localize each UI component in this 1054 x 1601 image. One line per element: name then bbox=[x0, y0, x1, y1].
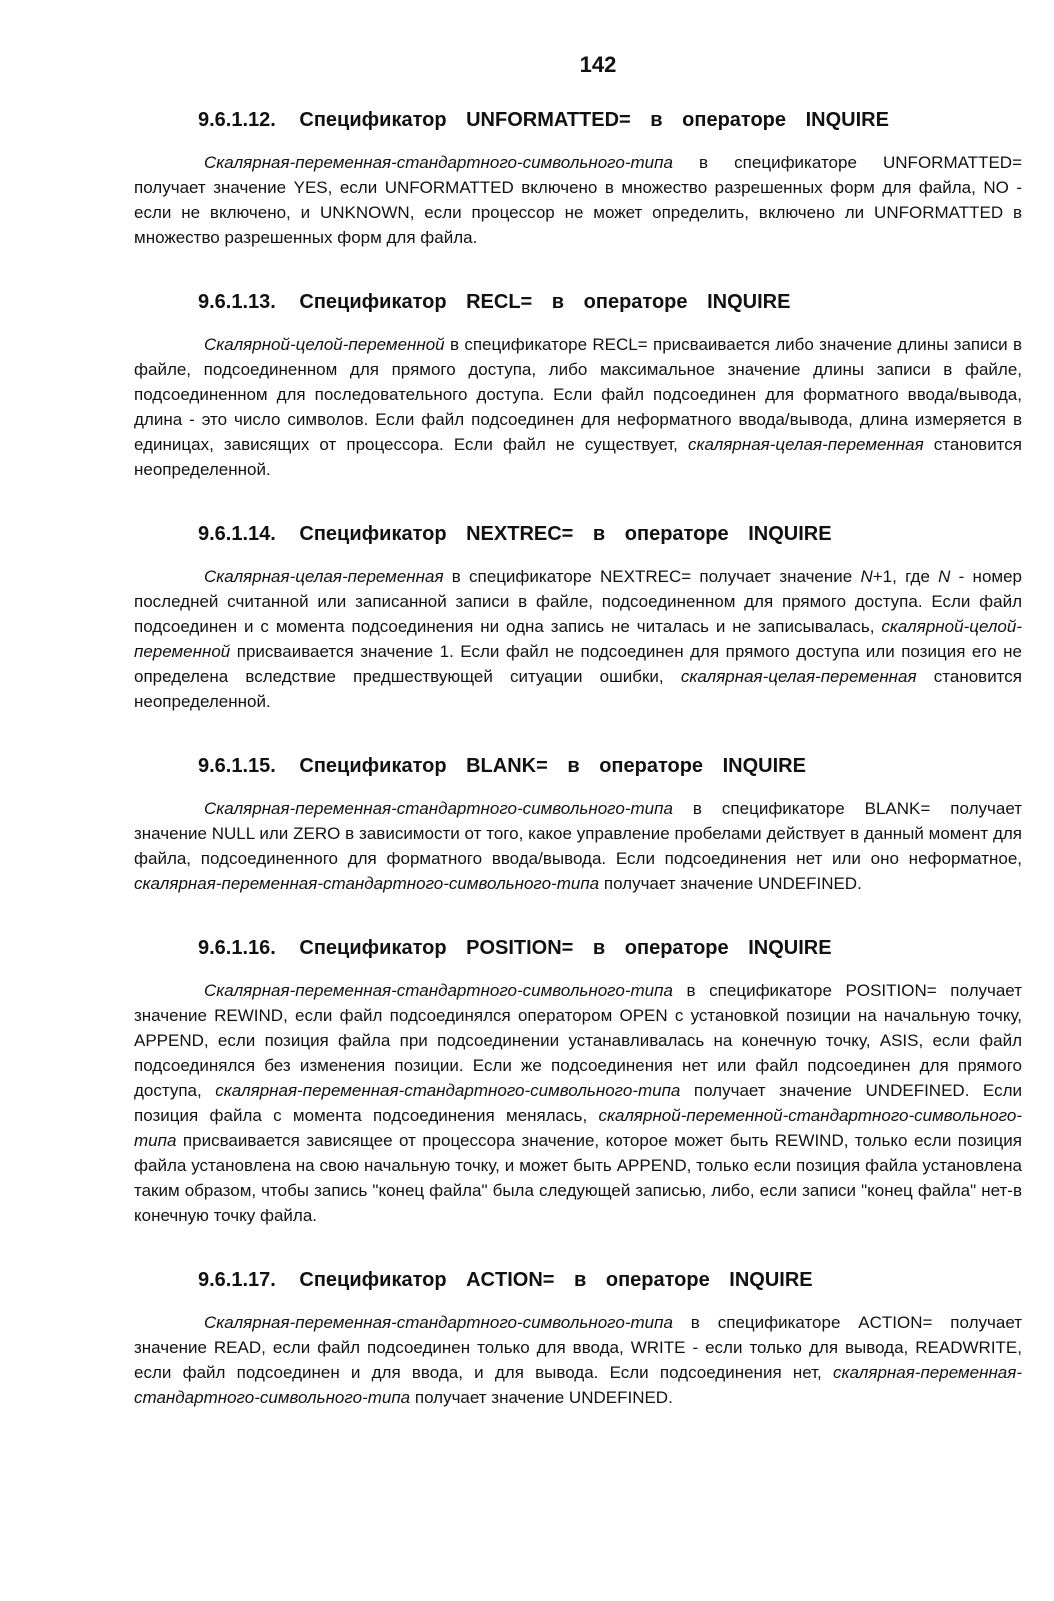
heading-word-operator: операторе bbox=[599, 755, 704, 777]
section-heading bbox=[198, 936, 1022, 960]
heading-word-in: в bbox=[650, 109, 663, 131]
italic-term: Скалярной-целой-переменной bbox=[204, 335, 445, 354]
italic-term: скалярной-целой-переменной bbox=[134, 617, 1022, 661]
section-paragraph bbox=[134, 332, 1022, 482]
text-run: в спецификаторе POSITION= получает значение REWIND, если файл подсоединялся оператором OPEN с установкой позиции на начальную точку, APPEND, если позиция файла при подсоединении устанавливалась на конечную точку, ASIS, если файл подсоединялся без изменения позиции. Если же подсоединения нет или файл подсоединен для прямого доступа, bbox=[134, 981, 1022, 1100]
heading-word-in: в bbox=[551, 291, 565, 313]
section-nextrec bbox=[134, 522, 1022, 714]
section-paragraph bbox=[134, 150, 1022, 250]
section-heading bbox=[198, 754, 1022, 778]
section-unformatted bbox=[134, 108, 1022, 250]
italic-term: скалярная-целая-переменная bbox=[687, 435, 924, 454]
heading-word-specifier: Спецификатор bbox=[299, 109, 447, 131]
italic-term: скалярная-переменная-стандартного-символьного-типа bbox=[134, 1363, 1022, 1407]
heading-word-in: в bbox=[592, 523, 606, 545]
section-action bbox=[134, 1268, 1022, 1410]
section-number: 9.6.1.12. bbox=[198, 109, 276, 131]
section-number: 9.6.1.16. bbox=[198, 937, 276, 959]
text-run: присваивается значение 1. Если файл не подсоединен для прямого доступа или позиция его не определена вследствие предшествующей ситуации ошибки, bbox=[134, 642, 1022, 686]
heading-word-operator: операторе bbox=[624, 523, 729, 545]
text-run: присваивается зависящее от процессора значение, которое может быть REWIND, только если позиция файла установлена на свою начальную точку, и может быть APPEND, только если позиция файла установлена таким образом, чтобы запись "конец файла" была следующей записью, либо, если записи "конец файла" нет-в конечную точку файла. bbox=[134, 1131, 1022, 1225]
page-number: 142 bbox=[579, 52, 617, 77]
section-recl bbox=[134, 290, 1022, 482]
specifier-name: RECL= bbox=[466, 291, 533, 313]
italic-term: N bbox=[938, 567, 951, 586]
section-number: 9.6.1.17. bbox=[198, 1269, 276, 1291]
specifier-name: POSITION= bbox=[466, 937, 574, 959]
heading-word-operator: операторе bbox=[583, 291, 688, 313]
section-paragraph bbox=[134, 796, 1022, 896]
section-position bbox=[134, 936, 1022, 1228]
text-run: в спецификаторе BLANK= получает значение NULL или ZERO в зависимости от того, какое управление пробелами действует в данный момент для файла, подсоединенного для форматного ввода/вывода. Если подсоединения нет или оно неформатное, bbox=[134, 799, 1022, 868]
text-run: +1, где bbox=[872, 567, 939, 586]
text-run: в спецификаторе NEXTREC= получает значение bbox=[443, 567, 861, 586]
statement-name: INQUIRE bbox=[748, 523, 832, 545]
specifier-name: UNFORMATTED= bbox=[466, 109, 631, 131]
text-run: становится неопределенной. bbox=[134, 435, 1022, 479]
text-run: получает значение UNDEFINED. Если позиция файла с момента подсоединения менялась, bbox=[134, 1081, 1022, 1125]
section-blank bbox=[134, 754, 1022, 896]
heading-word-in: в bbox=[592, 937, 606, 959]
heading-word-specifier: Спецификатор bbox=[299, 291, 447, 313]
statement-name: INQUIRE bbox=[722, 755, 806, 777]
italic-term: Скалярная-переменная-стандартного-символьного-типа bbox=[204, 1313, 673, 1332]
text-run: получает значение UNDEFINED. bbox=[410, 1388, 673, 1407]
statement-name: INQUIRE bbox=[729, 1269, 813, 1291]
section-heading bbox=[198, 108, 1022, 132]
section-paragraph bbox=[134, 1310, 1022, 1410]
statement-name: INQUIRE bbox=[707, 291, 791, 313]
section-heading bbox=[198, 522, 1022, 546]
section-number: 9.6.1.15. bbox=[198, 755, 276, 777]
text-run: получает значение UNDEFINED. bbox=[599, 874, 862, 893]
text-run: становится неопределенной. bbox=[134, 667, 1022, 711]
text-run: - номер последней считанной или записанной записи в файле, подсоединенном для прямого доступа. Если файл подсоединен и с момента подсоединения ни одна запись не читалась и не записывалась, bbox=[134, 567, 1022, 636]
specifier-name: NEXTREC= bbox=[466, 523, 574, 545]
heading-word-specifier: Спецификатор bbox=[299, 523, 447, 545]
section-number: 9.6.1.14. bbox=[198, 523, 276, 545]
italic-term: скалярная-целая-переменная bbox=[680, 667, 917, 686]
italic-term: скалярная-переменная-стандартного-символьного-типа bbox=[215, 1081, 681, 1100]
section-heading bbox=[198, 1268, 1022, 1292]
specifier-name: BLANK= bbox=[466, 755, 548, 777]
italic-term: Скалярная-переменная-стандартного-символьного-типа bbox=[204, 153, 673, 172]
italic-term: скалярной-переменной-стандартного-символьного-типа bbox=[134, 1106, 1022, 1150]
section-paragraph bbox=[134, 978, 1022, 1228]
text-run: в спецификаторе ACTION= получает значение READ, если файл подсоединен только для ввода, WRITE - если только для вывода, READWRITE, если файл подсоединен и для ввода, и для вывода. Если подсоединения нет, bbox=[134, 1313, 1022, 1382]
section-heading bbox=[198, 290, 1022, 314]
section-paragraph bbox=[134, 564, 1022, 714]
heading-word-in: в bbox=[574, 1269, 587, 1291]
heading-word-specifier: Спецификатор bbox=[299, 1269, 447, 1291]
heading-word-operator: операторе bbox=[682, 109, 787, 131]
text-run: в спецификаторе UNFORMATTED= получает значение YES, если UNFORMATTED включено в множество разрешенных форм для файла, NO - если не включено, и UNKNOWN, если процессор не может определить, включено ли UNFORMATTED в множество разрешенных форм для файла. bbox=[134, 153, 1022, 247]
statement-name: INQUIRE bbox=[748, 937, 832, 959]
specifier-name: ACTION= bbox=[466, 1269, 555, 1291]
heading-word-operator: операторе bbox=[605, 1269, 710, 1291]
statement-name: INQUIRE bbox=[805, 109, 889, 131]
heading-word-specifier: Спецификатор bbox=[299, 755, 447, 777]
italic-term: Скалярная-переменная-стандартного-символьного-типа bbox=[204, 799, 673, 818]
text-run: в спецификаторе RECL= присваивается либо значение длины записи в файле, подсоединенном для прямого доступа, либо максимальное значение длины записи в файле, подсоединенном для последовательного доступа. Если файл подсоединен для форматного ввода/вывода, длина - это число символов. Если файл подсоединен для неформатного ввода/вывода, длина измеряется в единицах, зависящих от процессора. Если файл не существует, bbox=[134, 335, 1022, 454]
heading-word-in: в bbox=[567, 755, 580, 777]
heading-word-operator: операторе bbox=[624, 937, 729, 959]
italic-term: Скалярная-целая-переменная bbox=[204, 567, 444, 586]
heading-word-specifier: Спецификатор bbox=[299, 937, 447, 959]
italic-term: N bbox=[860, 567, 873, 586]
italic-term: скалярная-переменная-стандартного-символьного-типа bbox=[134, 874, 600, 893]
section-number: 9.6.1.13. bbox=[198, 291, 276, 313]
italic-term: Скалярная-переменная-стандартного-символьного-типа bbox=[204, 981, 673, 1000]
